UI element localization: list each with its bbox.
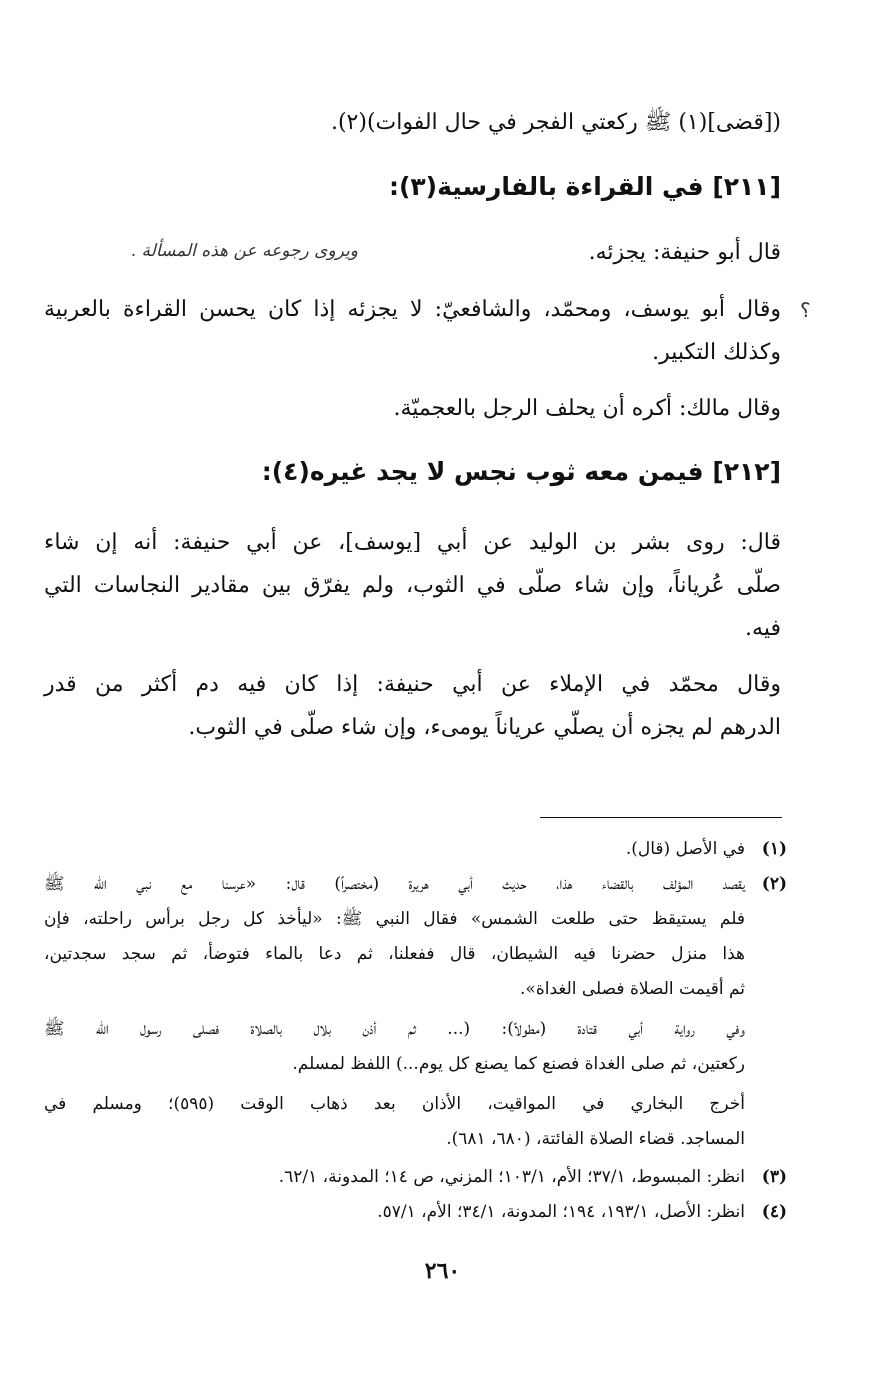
handwritten-note-text: ويروى رجوعه عن هذه المسألة . bbox=[130, 241, 358, 261]
footnote-4 bbox=[377, 1199, 787, 1225]
footnote-3-number: (٣) bbox=[761, 1167, 787, 1187]
footnote-4-text: انظر: الأصل، ١٩٣/١، ١٩٤؛ المدونة، ٣٤/١؛ الأم، ٥٧/١. bbox=[377, 1202, 745, 1222]
text-bishr-line-3: فيه. bbox=[745, 616, 781, 641]
text-muhammad-line-1: وقال محمّد في الإملاء عن أبي حنيفة: إذا كان فيه دم أكثر من قدر bbox=[44, 672, 781, 697]
section-heading-212: [٢١٢] فيمن معه ثوب نجس لا يجد غيره(٤): bbox=[261, 457, 781, 486]
footnote-2-line-8: المساجد. قضاء الصلاة الفائتة، (٦٨٠، ٦٨١). bbox=[446, 1129, 745, 1149]
text-bishr-line-2: صلّى عُرياناً، وإن شاء صلّى في الثوب، ولم يفرّق بين مقادير النجاسات التي bbox=[44, 573, 781, 598]
footnote-divider bbox=[540, 817, 782, 818]
footnote-2-line-5: وفي رواية أبي قتادة (مطولاً): (... ثم أذن بلال بالصلاة فصلى رسول الله ﷺ bbox=[44, 1019, 745, 1039]
text-abu-hanifa: قال أبو حنيفة: يجزئه. bbox=[588, 240, 781, 265]
footnote-1-text: في الأصل (قال). bbox=[625, 839, 745, 859]
footnote-2-line-1 bbox=[44, 871, 787, 897]
text-muhammad-line-2: الدرهم لم يجزه أن يصلّي عرياناً يومىء، وإن شاء صلّى في الثوب. bbox=[188, 715, 781, 740]
footnote-4-number: (٤) bbox=[761, 1202, 787, 1222]
footnote-2-line-7: أخرج البخاري في المواقيت، الأذان بعد ذهاب الوقت (٥٩٥)؛ ومسلم في bbox=[44, 1094, 745, 1114]
text-abu-yusuf-line-2: وكذلك التكبير. bbox=[652, 340, 781, 365]
footnote-2-line-6: ركعتين، ثم صلى الغداة فصنع كما يصنع كل يوم...) اللفظ لمسلم. bbox=[292, 1054, 745, 1074]
text-line-qada: ([قضى](١) ﷺ ركعتي الفجر في حال الفوات)(٢). bbox=[330, 110, 781, 135]
footnote-3 bbox=[279, 1164, 787, 1190]
margin-mark: ؟ bbox=[800, 298, 811, 322]
footnote-3-text: انظر: المبسوط، ٣٧/١؛ الأم، ١٠٣/١؛ المزني، ص ١٤؛ المدونة، ٦٢/١. bbox=[278, 1167, 745, 1187]
footnote-2-number: (٢) bbox=[761, 874, 787, 894]
footnote-2-text-1: يقصد المؤلف بالقضاء هذا، حديث أبي هريرة (مختصراً) قال: «عرسنا مع نبي الله ﷺ bbox=[44, 874, 745, 894]
footnote-2-line-3: هذا منزل حضرنا فيه الشيطان، قال ففعلنا، ثم دعا بالماء فتوضأ، ثم سجد سجدتين، bbox=[44, 944, 745, 964]
text-bishr-line-1: قال: روى بشر بن الوليد عن أبي [يوسف]، عن أبي حنيفة: أنه إن شاء bbox=[44, 530, 781, 555]
footnote-2-line-2: فلم يستيقظ حتى طلعت الشمس» فقال النبي ﷺ: «ليأخذ كل رجل برأس راحلته، فإن bbox=[44, 909, 745, 929]
footnote-2-line-4: ثم أقيمت الصلاة فصلى الغداة». bbox=[520, 979, 745, 999]
section-heading-211: [٢١١] في القراءة بالفارسية(٣): bbox=[388, 172, 781, 201]
footnote-1 bbox=[626, 836, 787, 862]
footnote-1-number: (١) bbox=[761, 839, 787, 859]
text-abu-yusuf-line-1: وقال أبو يوسف، ومحمّد، والشافعيّ: لا يجزئه إذا كان يحسن القراءة بالعربية bbox=[44, 297, 781, 322]
text-malik: وقال مالك: أكره أن يحلف الرجل بالعجميّة. bbox=[393, 396, 781, 421]
page-number: ٢٦٠ bbox=[424, 1258, 461, 1284]
handwritten-note bbox=[130, 230, 361, 275]
